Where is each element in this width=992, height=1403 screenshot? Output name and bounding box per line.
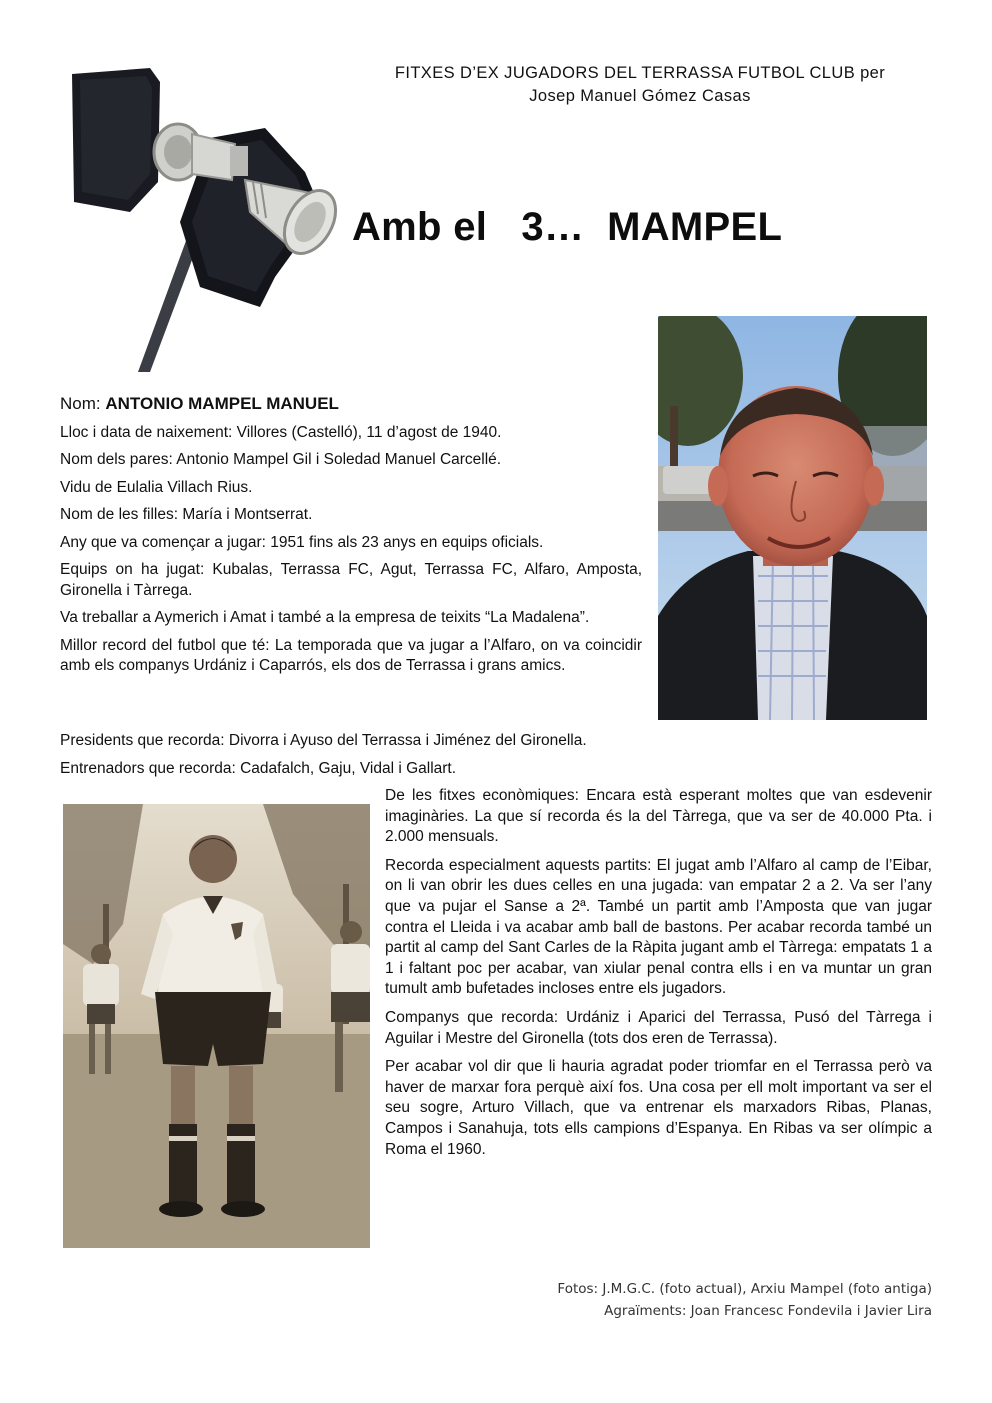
current-portrait-photo bbox=[658, 316, 927, 720]
start-year-info: Any que va començar a jugar: 1951 fins als 23 anys en equips oficials. bbox=[60, 533, 544, 551]
economic-info: De les fitxes econòmiques: Encara està esperant moltes que van esdevenir imaginàries. La que sí recorda és la del Tàrrega, que va ser de 40.000 Pta. i 2.000 mensuals. bbox=[385, 787, 932, 846]
closing-info: Per acabar vol dir que li hauria agradat poder triomfar en el Terrassa però va haver de marxar fora perquè així fos. Una cosa per ell molt important va ser el seu sogre, Arturo Villach, que va entrenar els marxadors Ribas, Planas, Campos i Sanahuja, tots ells campions d’Espanya. En Ribas va ser olímpic a Roma el 1960. bbox=[385, 1058, 932, 1158]
birth-info: Lloc i data de naixement: Villores (Castelló), 11 d’agost de 1940. bbox=[60, 423, 502, 441]
megaphone-icon bbox=[60, 62, 345, 372]
widower-info: Vidu de Eulalia Villach Rius. bbox=[60, 478, 253, 496]
teammates-info: Companys que recorda: Urdániz i Aparici del Terrassa, Pusó del Tàrrega i Aguilar i Mestre del Gironella (tots dos eren de Terrassa). bbox=[385, 1008, 932, 1047]
best-memory-info: Millor record del futbol que té: La temporada que va jugar a l’Alfaro, on va coincidir amb els companys Urdániz i Caparrós, els dos de Terrassa i grans amics. bbox=[60, 636, 642, 674]
matches-info: Recorda especialment aquests partits: El jugat amb l’Alfaro al camp de l’Eibar, on li van obrir les dues celles en una jugada: van empatar 2 a 2. Va ser l’any que va pujar el Sanse a 2ª. També un partit amb l’Amposta que van jugar contra el Lleida i va acabar amb ball de bastons. Per acabar recorda també un partit al camp del Sant Carles de la Ràpita jugant amb el Tàrrega: empatats 1 a 1 i faltant poc per acabar, van xiular penal contra ells i en va muntar un gran tumult amb bufetades incloses entre els jugadors. bbox=[385, 856, 932, 998]
name-label: Nom: bbox=[60, 394, 106, 413]
teams-info: Equips on ha jugat: Kubalas, Terrassa FC, Agut, Terrassa FC, Alfaro, Amposta, Gironella i Tàrrega. bbox=[60, 561, 642, 599]
daughters-info: Nom de les filles: María i Montserrat. bbox=[60, 506, 313, 523]
header-author: Josep Manuel Gómez Casas bbox=[529, 87, 751, 105]
header-series-title: FITXES D’EX JUGADORS DEL TERRASSA FUTBOL CLUB per bbox=[394, 64, 886, 82]
coaches-info: Entrenadors que recorda: Cadafalch, Gaju, Vidal i Gallart. bbox=[60, 760, 457, 777]
page-title: Amb el 3… MAMPEL bbox=[352, 205, 783, 249]
player-name: ANTONIO MAMPEL MANUEL bbox=[105, 394, 339, 413]
parents-info: Nom dels pares: Antonio Mampel Gil i Soledad Manuel Carcellé. bbox=[60, 451, 502, 468]
acknowledgements: Agraïments: Joan Francesc Fondevila i Javier Lira bbox=[604, 1303, 932, 1319]
credits bbox=[557, 1278, 932, 1322]
story-section bbox=[385, 786, 932, 1168]
presidents-block bbox=[60, 731, 940, 752]
vintage-team-photo bbox=[63, 804, 370, 1248]
photo-credits: Fotos: J.M.G.C. (foto actual), Arxiu Mampel (foto antiga) bbox=[557, 1281, 932, 1297]
bio-section bbox=[60, 394, 642, 684]
work-info: Va treballar a Aymerich i Amat i també a la empresa de teixits “La Madalena”. bbox=[60, 609, 590, 626]
page-header bbox=[310, 62, 970, 108]
presidents-info: Presidents que recorda: Divorra i Ayuso del Terrassa i Jiménez del Gironella. bbox=[60, 732, 587, 749]
name-line bbox=[60, 394, 642, 415]
coaches-block bbox=[60, 759, 940, 780]
